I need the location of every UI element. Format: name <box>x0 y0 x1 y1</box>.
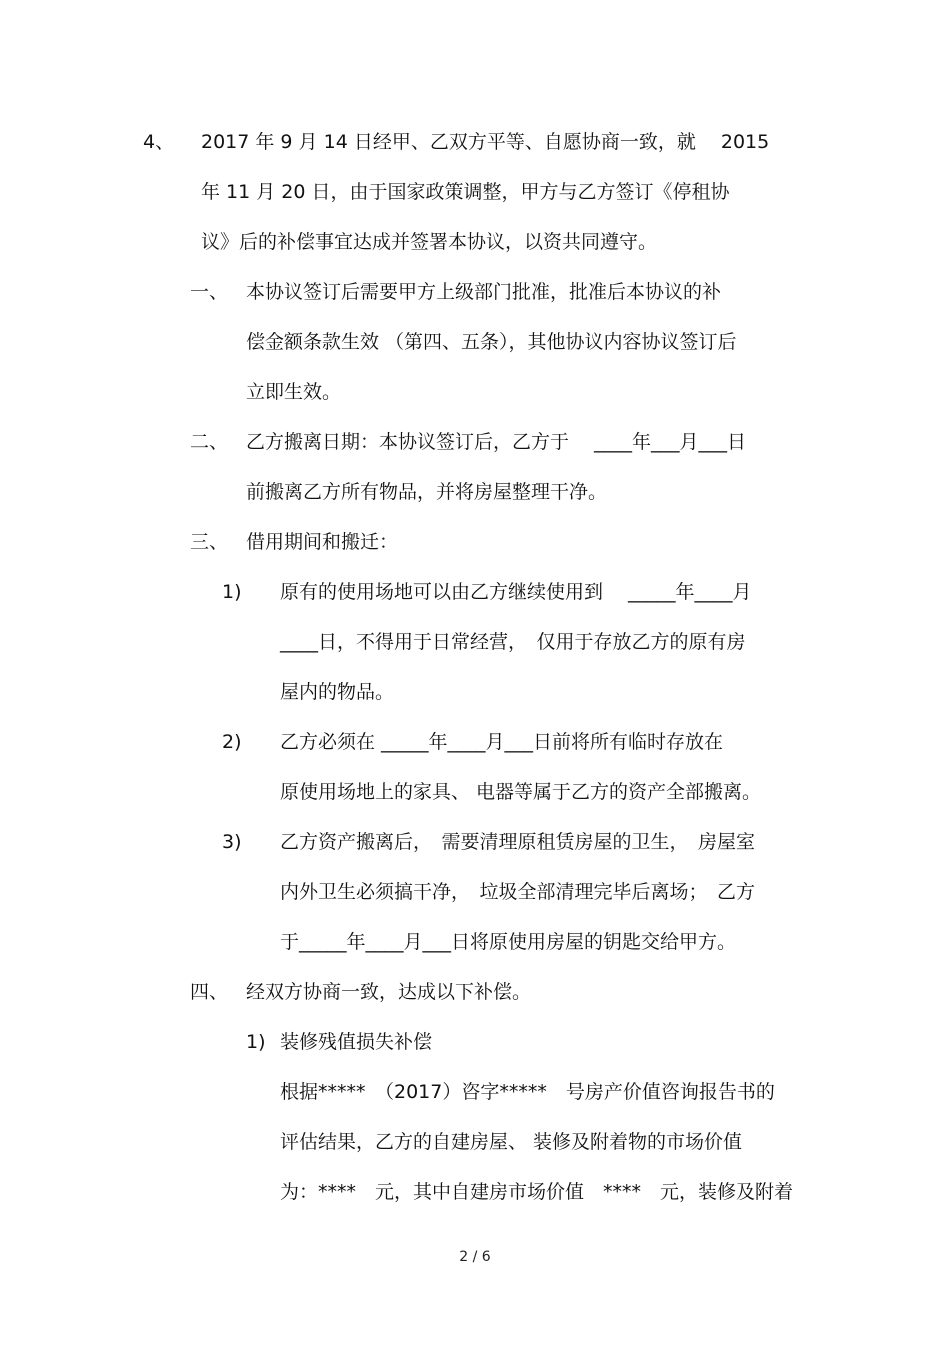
clause-4-item-1-number: 1) <box>246 1031 266 1053</box>
clause-3-item-1-line-1: 原有的使用场地可以由乙方继续使用到 _____年____月 <box>280 581 752 603</box>
clause-4-item-1-line-4: 为：**** 元，其中自建房市场价值 **** 元，装修及附着 <box>280 1181 794 1203</box>
clause-3-item-2-line-2: 原使用场地上的家具、 电器等属于乙方的资产全部搬离。 <box>280 781 762 803</box>
clause-1-line-3: 立即生效。 <box>246 381 342 403</box>
intro-line-1: 2017 年 9 月 14 日经甲、乙双方平等、自愿协商一致，就 2015 <box>201 131 770 153</box>
intro-number: 4、 <box>143 131 175 153</box>
clause-3-item-3-line-2: 内外卫生必须搞干净， 垃圾全部清理完毕后离场； 乙方 <box>280 881 756 903</box>
clause-3-item-1-line-3: 屋内的物品。 <box>280 681 395 703</box>
clause-2-line-2: 前搬离乙方所有物品，并将房屋整理干净。 <box>246 481 608 503</box>
clause-3-item-1-number: 1) <box>222 581 242 603</box>
clause-3-item-1-line-2: ____日，不得用于日常经营， 仅用于存放乙方的原有房 <box>280 631 746 653</box>
page-number: 2 / 6 <box>459 1249 491 1265</box>
clause-1-line-1: 本协议签订后需要甲方上级部门批准，批准后本协议的补 <box>246 281 722 303</box>
intro-line-2: 年 11 月 20 日，由于国家政策调整，甲方与乙方签订《停租协 <box>201 181 730 203</box>
clause-4-number: 四、 <box>190 981 229 1003</box>
clause-3-number: 三、 <box>190 531 229 553</box>
clause-4-item-1-line-3: 评估结果，乙方的自建房屋、 装修及附着物的市场价值 <box>280 1131 743 1153</box>
clause-1-line-2: 偿金额条款生效 （第四、五条），其他协议内容协议签订后 <box>246 331 737 353</box>
intro-line-3: 议》后的补偿事宜达成并签署本协议，以资共同遵守。 <box>201 231 658 253</box>
clause-4-item-1-line-1: 装修残值损失补偿 <box>280 1031 433 1053</box>
clause-3-item-3-line-1: 乙方资产搬离后， 需要清理原租赁房屋的卫生， 房屋室 <box>280 831 756 853</box>
clause-4-item-1-line-2: 根据***** （2017）咨字***** 号房产价值咨询报告书的 <box>280 1081 775 1103</box>
clause-3-line-1: 借用期间和搬迁： <box>246 531 399 553</box>
clause-1-number: 一、 <box>190 281 229 303</box>
clause-3-item-2-line-1: 乙方必须在 _____年____月___日前将所有临时存放在 <box>280 731 724 753</box>
clause-2-number: 二、 <box>190 431 229 453</box>
clause-2-line-1: 乙方搬离日期：本协议签订后，乙方于 ____年___月___日 <box>246 431 747 453</box>
clause-4-line-1: 经双方协商一致，达成以下补偿。 <box>246 981 532 1003</box>
clause-3-item-3-number: 3) <box>222 831 242 853</box>
clause-3-item-3-line-3: 于_____年____月___日将原使用房屋的钥匙交给甲方。 <box>280 931 737 953</box>
clause-3-item-2-number: 2) <box>222 731 242 753</box>
